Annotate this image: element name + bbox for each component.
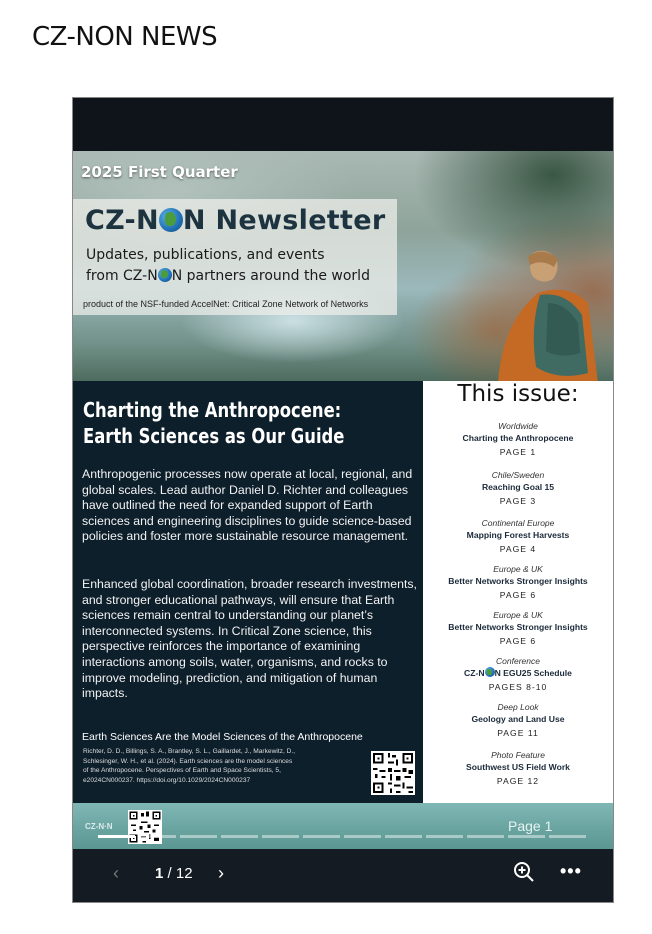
entry-region: Continental Europe: [481, 518, 555, 528]
entry-headline: Geology and Land Use: [471, 714, 565, 724]
headline-part: CZ-N: [464, 668, 485, 678]
entry-headline: Southwest US Field Work: [466, 762, 570, 772]
page-footer: [73, 803, 613, 849]
article-caption: Earth Sciences Are the Model Sciences of the Anthropocene: [82, 731, 363, 743]
cover-photo: [73, 151, 613, 381]
entry-page: PAGE 4: [499, 544, 537, 554]
newsletter-product-note: product of the NSF-funded AccelNet: Critical Zone Network of Networks: [83, 299, 369, 309]
progress-segment: [508, 835, 545, 838]
footer-page-label: Page 1: [508, 818, 553, 834]
total-pages: 12: [175, 865, 193, 882]
entry-region: Worldwide: [498, 421, 538, 431]
entry-region: Conference: [496, 656, 540, 666]
issue-entry[interactable]: [423, 750, 613, 787]
title-part: N Newsletter: [182, 205, 386, 236]
issue-entry[interactable]: [423, 470, 613, 507]
entry-page: PAGE 6: [499, 590, 537, 600]
progress-segment: [426, 835, 463, 838]
entry-region: Deep Look: [497, 702, 539, 712]
entry-headline: Better Networks Stronger Insights: [448, 622, 588, 632]
more-options-button[interactable]: •••: [560, 861, 582, 881]
qr-code-icon[interactable]: [371, 751, 415, 795]
qr-code-icon[interactable]: [128, 810, 162, 844]
issue-quarter: 2025 First Quarter: [81, 163, 238, 181]
issue-entry[interactable]: [423, 656, 613, 693]
entry-headline: [423, 667, 613, 679]
current-page: 1: [155, 865, 164, 882]
page-progress: [98, 835, 586, 838]
entry-page: PAGE 3: [499, 496, 537, 506]
globe-icon: [158, 268, 172, 282]
viewer-controls: [73, 849, 613, 902]
lead-article: [73, 381, 423, 803]
entry-headline: Better Networks Stronger Insights: [448, 576, 588, 586]
entry-region: Europe & UK: [493, 610, 543, 620]
footer-logo: CZ-N·N: [85, 822, 113, 831]
progress-segment: [344, 835, 381, 838]
newsletter-subtitle: [86, 245, 370, 287]
entry-headline: Reaching Goal 15: [481, 482, 555, 492]
subtitle-part: from CZ-N: [86, 268, 158, 284]
newsletter-title: [85, 205, 385, 236]
entry-page: PAGE 1: [499, 447, 537, 457]
issue-entry[interactable]: [423, 564, 613, 601]
progress-segment: [180, 835, 217, 838]
globe-icon: [159, 208, 183, 232]
subtitle-line: Updates, publications, and events: [86, 247, 325, 263]
viewer-top-bar: [73, 98, 613, 151]
entry-region: Europe & UK: [493, 564, 543, 574]
progress-segment: [221, 835, 258, 838]
entry-page: PAGE 11: [497, 728, 539, 738]
entry-page: PAGE 6: [499, 636, 537, 646]
article-paragraph: Enhanced global coordination, broader research investments, and stronger educational pathways, will ensure that Earth sciences remain central to understanding our planet’s interconnected systems. In Critical Zone science, this perspective reinforces the importance of examining interactions among soils, water, organisms, and rocks to improve modeling, prediction, and mitigation of human impacts.: [82, 577, 417, 701]
page-heading: CZ-NON NEWS: [32, 22, 218, 52]
issue-contents-title: This issue:: [457, 381, 579, 407]
title-part: CZ-N: [85, 205, 159, 236]
subtitle-line: [86, 266, 370, 287]
hiker-illustration: [478, 243, 598, 381]
progress-segment: [467, 835, 504, 838]
globe-icon: [485, 667, 495, 677]
entry-headline: Mapping Forest Harvests: [466, 530, 570, 540]
progress-segment: [262, 835, 299, 838]
progress-segment: [98, 835, 135, 838]
issue-entry[interactable]: [423, 702, 613, 739]
zoom-in-icon[interactable]: [513, 861, 535, 883]
article-title-line: Charting the Anthropocene:: [83, 398, 342, 422]
progress-segment: [549, 835, 586, 838]
page-separator: /: [163, 865, 176, 882]
article-paragraph: Anthropogenic processes now operate at local, regional, and global scales. Lead author Daniel D. Richter and colleagues have outlined the need for expanded support of Earth sciences and engineering disciplines to guide science-based policies and foster more sustainable resource management.: [82, 467, 413, 544]
article-title-line: Earth Sciences as Our Guide: [83, 424, 345, 448]
issue-entry[interactable]: [423, 518, 613, 555]
subtitle-part: N partners around the world: [171, 268, 370, 284]
issue-entry[interactable]: [423, 421, 613, 458]
page-indicator: [155, 865, 193, 882]
next-page-button[interactable]: ›: [218, 863, 224, 883]
entry-region: Chile/Sweden: [491, 470, 545, 480]
entry-page: PAGE 12: [496, 776, 540, 786]
progress-segment: [385, 835, 422, 838]
entry-page: PAGES 8-10: [488, 682, 548, 692]
article-reference: Richter, D. D., Billings, S. A., Brantley, S. L., Gaillardet, J., Markewitz, D., Schlesinger, W. H., et al. (2024). Earth sciences are the model sciences of the Anthropocene. Perspectives of Earth and Space Scientists, 5, e2024CN000237. https://doi.org/10.1029/2024CN000237: [83, 748, 296, 784]
newsletter-title-box: [73, 199, 397, 315]
issue-contents: [423, 381, 613, 803]
headline-part: N EGU25 Schedule: [494, 668, 572, 678]
entry-region: Photo Feature: [491, 750, 545, 760]
previous-page-button[interactable]: ‹: [113, 863, 119, 883]
pdf-viewer[interactable]: [72, 97, 614, 903]
article-title: [83, 397, 344, 449]
progress-segment: [303, 835, 340, 838]
progress-segment: [139, 835, 176, 838]
issue-entry[interactable]: [423, 610, 613, 647]
entry-headline: Charting the Anthropocene: [462, 433, 574, 443]
